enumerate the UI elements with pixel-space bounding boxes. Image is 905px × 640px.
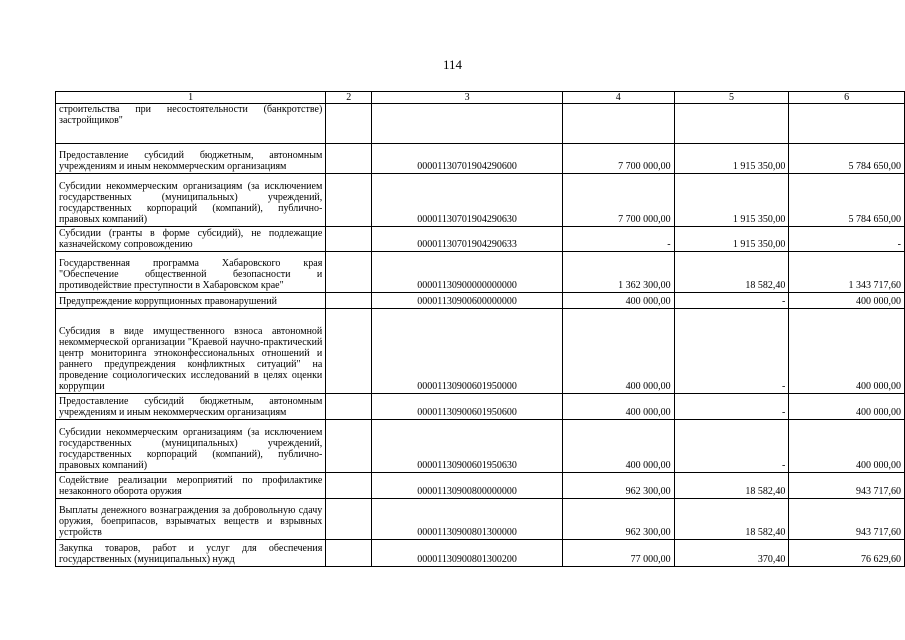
row-col2-cell [326,174,372,227]
row-value-col4: 7 700 000,00 [562,144,674,174]
row-value-col6: 76 629,60 [789,540,905,567]
row-value-col5: - [674,394,789,420]
table-row [56,227,905,252]
row-value-col5: 1 915 350,00 [674,144,789,174]
table-row [56,394,905,420]
row-code-cell: 00001130900600000000 [372,293,563,309]
row-code-cell: 00001130900800000000 [372,473,563,499]
row-name-cell: Субсидии некоммерческим организациям (за исключением государственных (муниципальных) учреждений, государственных корпораций (компаний), публично-правовых компаний) [56,420,326,473]
row-code-cell: 00001130900601950630 [372,420,563,473]
table-header-row [56,92,905,104]
row-value-col6: 400 000,00 [789,293,905,309]
table-row [56,104,905,144]
row-name-cell: строительства при несостоятельности (банкротстве) застройщиков" [56,104,326,144]
row-value-col6: 943 717,60 [789,499,905,540]
row-value-col4: 962 300,00 [562,473,674,499]
table-row [56,420,905,473]
column-header: 2 [326,92,372,104]
page-number: 114 [442,57,463,72]
row-name-cell: Субсидии некоммерческим организациям (за исключением государственных (муниципальных) учреждений, государственных корпораций (компаний), публично-правовых компаний) [56,174,326,227]
row-value-col4: 400 000,00 [562,309,674,394]
row-value-col4: 7 700 000,00 [562,174,674,227]
table-row [56,252,905,293]
row-value-col6 [789,104,905,144]
row-col2-cell [326,144,372,174]
row-value-col6: 400 000,00 [789,394,905,420]
row-name-cell: Государственная программа Хабаровского края "Обеспечение общественной безопасности и противодействие преступности в Хабаровском крае" [56,252,326,293]
row-value-col6: 5 784 650,00 [789,174,905,227]
row-col2-cell [326,540,372,567]
row-value-col4: 400 000,00 [562,420,674,473]
row-value-col5: 18 582,40 [674,499,789,540]
table-row [56,293,905,309]
row-value-col5: - [674,293,789,309]
row-name-cell: Предоставление субсидий бюджетным, автономным учреждениям и иным некоммерческим организациям [56,144,326,174]
column-header: 3 [372,92,563,104]
row-value-col6: 943 717,60 [789,473,905,499]
row-value-col6: 5 784 650,00 [789,144,905,174]
row-name-cell: Предупреждение коррупционных правонарушений [56,293,326,309]
row-value-col5: 1 915 350,00 [674,174,789,227]
row-col2-cell [326,293,372,309]
column-header: 5 [674,92,789,104]
row-value-col4 [562,104,674,144]
row-value-col5: 18 582,40 [674,473,789,499]
row-value-col4: - [562,227,674,252]
row-value-col5: 1 915 350,00 [674,227,789,252]
row-code-cell: 00001130900000000000 [372,252,563,293]
budget-table [55,91,905,567]
row-col2-cell [326,104,372,144]
row-name-cell: Содействие реализации мероприятий по профилактике незаконного оборота оружия [56,473,326,499]
row-code-cell [372,104,563,144]
table-row [56,144,905,174]
row-name-cell: Закупка товаров, работ и услуг для обеспечения государственных (муниципальных) нужд [56,540,326,567]
row-col2-cell [326,420,372,473]
row-value-col4: 400 000,00 [562,394,674,420]
row-name-cell: Предоставление субсидий бюджетным, автономным учреждениям и иным некоммерческим организациям [56,394,326,420]
row-value-col6: 400 000,00 [789,420,905,473]
row-value-col4: 962 300,00 [562,499,674,540]
row-col2-cell [326,499,372,540]
column-header: 6 [789,92,905,104]
row-value-col5: - [674,420,789,473]
table-row [56,473,905,499]
table-row [56,540,905,567]
row-value-col6: - [789,227,905,252]
row-value-col6: 1 343 717,60 [789,252,905,293]
row-col2-cell [326,309,372,394]
column-header: 1 [56,92,326,104]
row-col2-cell [326,252,372,293]
row-value-col5 [674,104,789,144]
row-code-cell: 00001130701904290633 [372,227,563,252]
row-value-col4: 400 000,00 [562,293,674,309]
row-col2-cell [326,473,372,499]
row-value-col6: 400 000,00 [789,309,905,394]
row-value-col5: 18 582,40 [674,252,789,293]
row-code-cell: 00001130701904290630 [372,174,563,227]
row-code-cell: 00001130701904290600 [372,144,563,174]
row-value-col5: 370,40 [674,540,789,567]
row-code-cell: 00001130900801300000 [372,499,563,540]
row-value-col5: - [674,309,789,394]
row-col2-cell [326,394,372,420]
row-name-cell: Выплаты денежного вознаграждения за добровольную сдачу оружия, боеприпасов, взрывчатых веществ и взрывных устройств [56,499,326,540]
row-value-col4: 77 000,00 [562,540,674,567]
row-code-cell: 00001130900601950000 [372,309,563,394]
row-col2-cell [326,227,372,252]
table-row [56,309,905,394]
row-value-col4: 1 362 300,00 [562,252,674,293]
row-name-cell: Субсидия в виде имущественного взноса автономной некоммерческой организации "Краевой научно-практический центр мониторинга этноконфессиональных отношений и раннего предупреждения конфликтных ситуаций" на проведение социологических исследований в целях оценки коррупции [56,309,326,394]
row-code-cell: 00001130900601950600 [372,394,563,420]
column-header: 4 [562,92,674,104]
table-row [56,499,905,540]
row-code-cell: 00001130900801300200 [372,540,563,567]
row-name-cell: Субсидии (гранты в форме субсидий), не подлежащие казначейскому сопровождению [56,227,326,252]
table-row [56,174,905,227]
